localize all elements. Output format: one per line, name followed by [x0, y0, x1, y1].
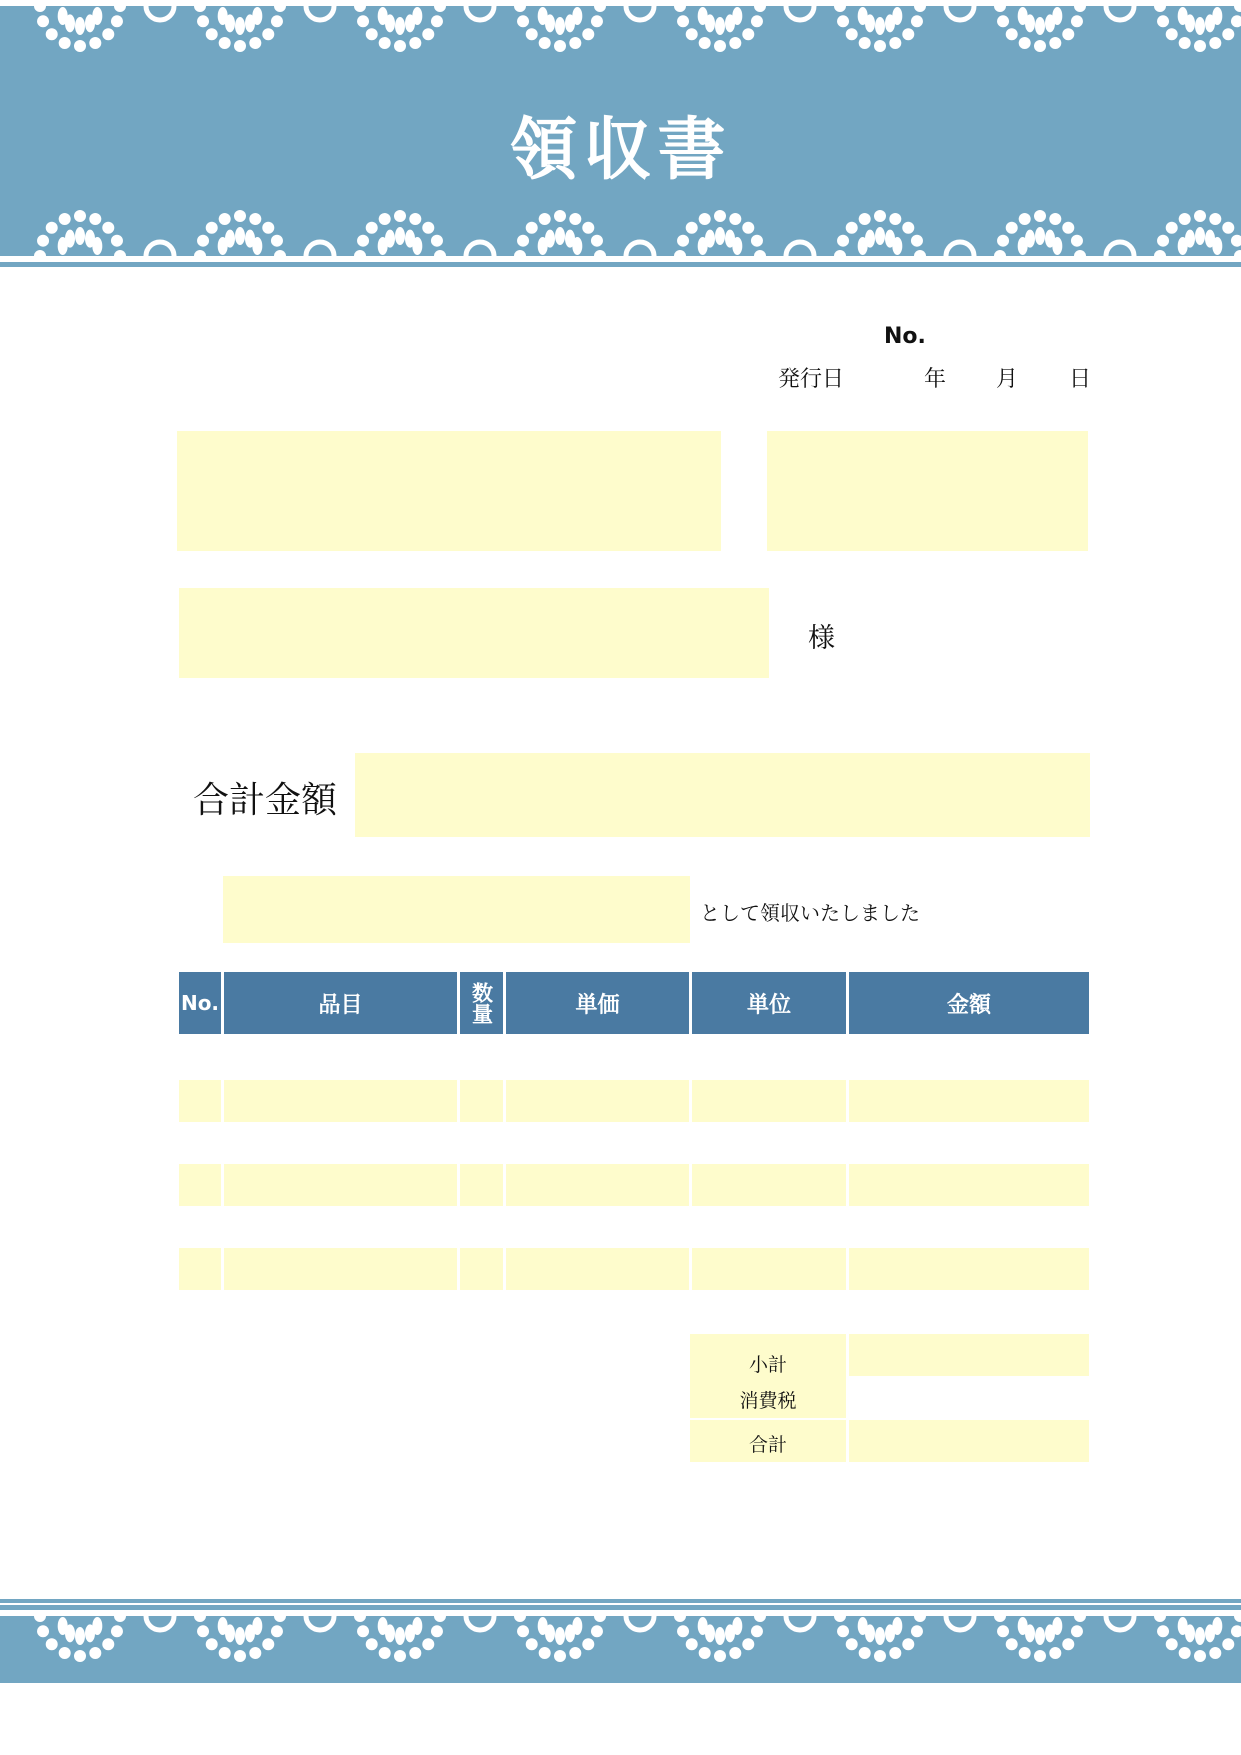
table-cell-quantity[interactable]	[460, 1248, 503, 1290]
table-cell-unit[interactable]	[692, 1206, 846, 1248]
recipient-name-field[interactable]	[179, 588, 769, 678]
table-cell-unit-price[interactable]	[506, 1080, 689, 1122]
grand-total-field[interactable]	[849, 1420, 1089, 1462]
table-cell-no[interactable]	[179, 1080, 221, 1122]
top-lace-border	[0, 0, 1241, 70]
table-cell-unit-price[interactable]	[506, 1248, 689, 1290]
table-cell-quantity[interactable]	[460, 1122, 503, 1164]
table-cell-no[interactable]	[179, 1164, 221, 1206]
table-cell-quantity[interactable]	[460, 1164, 503, 1206]
table-cell-quantity[interactable]	[460, 1080, 503, 1122]
table-cell-unit[interactable]	[692, 1122, 846, 1164]
issue-date-label: 発行日	[778, 367, 845, 392]
receipt-number-label: No.	[884, 324, 926, 349]
footer-lace-border	[0, 1610, 1241, 1680]
table-cell-item[interactable]	[224, 1080, 457, 1122]
total-amount-field[interactable]	[355, 753, 1090, 837]
col-header-unit: 単位	[692, 972, 846, 1034]
footer-divider	[0, 1599, 1241, 1603]
table-cell-unit-price[interactable]	[506, 1206, 689, 1248]
tax-field[interactable]	[849, 1376, 1089, 1418]
grand-total-label: 合計	[690, 1420, 846, 1462]
table-cell-unit-price[interactable]	[506, 1038, 689, 1080]
subtotal-label: 小計	[690, 1334, 846, 1382]
header-divider	[0, 262, 1241, 267]
year-label: 年	[924, 367, 947, 392]
table-cell-item[interactable]	[224, 1248, 457, 1290]
table-cell-amount[interactable]	[849, 1080, 1089, 1122]
table-cell-quantity[interactable]	[460, 1206, 503, 1248]
table-cell-no[interactable]	[179, 1122, 221, 1164]
honorific-label: 様	[808, 623, 835, 654]
table-cell-no[interactable]	[179, 1206, 221, 1248]
header-bottom-lace-border	[0, 190, 1241, 262]
table-cell-amount[interactable]	[849, 1122, 1089, 1164]
table-cell-no[interactable]	[179, 1038, 221, 1080]
table-cell-unit[interactable]	[692, 1248, 846, 1290]
table-cell-unit-price[interactable]	[506, 1164, 689, 1206]
table-cell-unit[interactable]	[692, 1164, 846, 1206]
tax-label: 消費税	[690, 1376, 846, 1418]
table-cell-item[interactable]	[224, 1122, 457, 1164]
col-header-no: No.	[179, 972, 221, 1034]
table-cell-amount[interactable]	[849, 1206, 1089, 1248]
subtotal-field[interactable]	[849, 1334, 1089, 1376]
table-cell-unit[interactable]	[692, 1080, 846, 1122]
stamp-field[interactable]	[767, 431, 1088, 551]
issuer-info-field[interactable]	[177, 431, 721, 551]
table-cell-no[interactable]	[179, 1248, 221, 1290]
col-header-quantity: 数量	[460, 972, 503, 1034]
purpose-field[interactable]	[223, 876, 690, 943]
total-amount-label: 合計金額	[193, 780, 338, 821]
table-cell-unit[interactable]	[692, 1038, 846, 1080]
month-label: 月	[996, 367, 1019, 392]
col-header-item: 品目	[224, 972, 457, 1034]
table-cell-item[interactable]	[224, 1038, 457, 1080]
table-cell-item[interactable]	[224, 1164, 457, 1206]
document-title: 領収書	[509, 111, 732, 190]
table-cell-quantity[interactable]	[460, 1038, 503, 1080]
table-cell-amount[interactable]	[849, 1038, 1089, 1080]
table-cell-amount[interactable]	[849, 1248, 1089, 1290]
table-cell-amount[interactable]	[849, 1164, 1089, 1206]
day-label: 日	[1069, 367, 1092, 392]
purpose-suffix-label: として領収いたしました	[700, 901, 920, 925]
table-cell-item[interactable]	[224, 1206, 457, 1248]
col-header-unit-price: 単価	[506, 972, 689, 1034]
col-header-amount: 金額	[849, 972, 1089, 1034]
table-cell-unit-price[interactable]	[506, 1122, 689, 1164]
